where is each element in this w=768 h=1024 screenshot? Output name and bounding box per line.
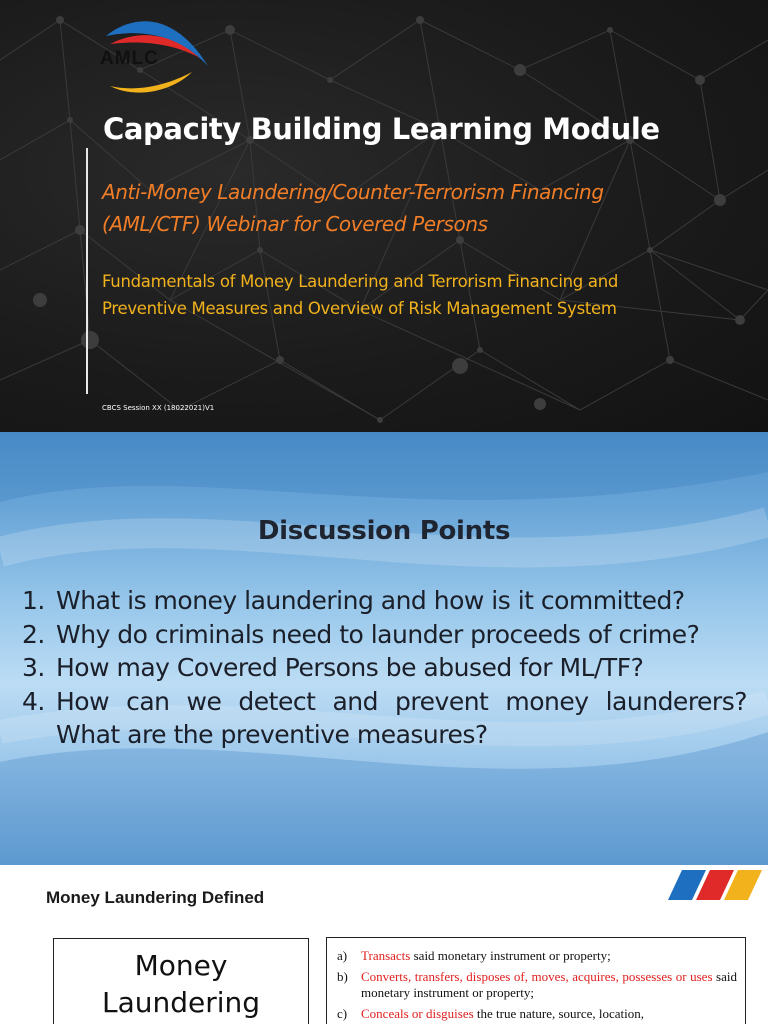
discussion-points-list (22, 584, 747, 752)
module-description: Fundamentals of Money Laundering and Terrorism Financing and Preventive Measures and Overview of Risk Management System (102, 272, 619, 318)
discussion-slide (0, 432, 768, 865)
list-item: 2. Why do criminals need to launder proceeds of crime? (22, 619, 700, 649)
definition-item: c) Conceals or disguises the true nature, source, location, (337, 1006, 645, 1021)
definition-slide (0, 865, 768, 1024)
term-line: Laundering (101, 986, 261, 1019)
list-item: 4. How can we detect and prevent money launderers? What are the preventive measures? (22, 686, 747, 749)
discussion-title: Discussion Points (257, 516, 511, 546)
brand-stripes-icon (668, 870, 764, 900)
session-code: CBCS Session XX (18022021)V1 (102, 404, 215, 412)
definition-box (326, 937, 746, 1024)
logo-text: AMLC (100, 48, 159, 69)
list-item: 3. How may Covered Persons be abused for ML/TF? (22, 653, 644, 682)
term-line: Money (134, 949, 228, 982)
title-slide (0, 0, 768, 432)
definition-title: Money Laundering Defined (46, 888, 265, 907)
list-item: 1. What is money laundering and how is it committed? (22, 586, 685, 615)
term-box (53, 938, 309, 1024)
definition-item: b) Converts, transfers, disposes of, moves, acquires, possesses or uses said monetary instrument or property; (337, 969, 738, 1000)
webinar-subtitle: Anti-Money Laundering/Counter-Terrorism Financing (AML/CTF) Webinar for Covered Persons (102, 180, 604, 236)
vertical-divider (86, 148, 88, 394)
module-title: Capacity Building Learning Module (103, 112, 660, 146)
definition-item: a) Transacts said monetary instrument or property; (337, 948, 611, 963)
